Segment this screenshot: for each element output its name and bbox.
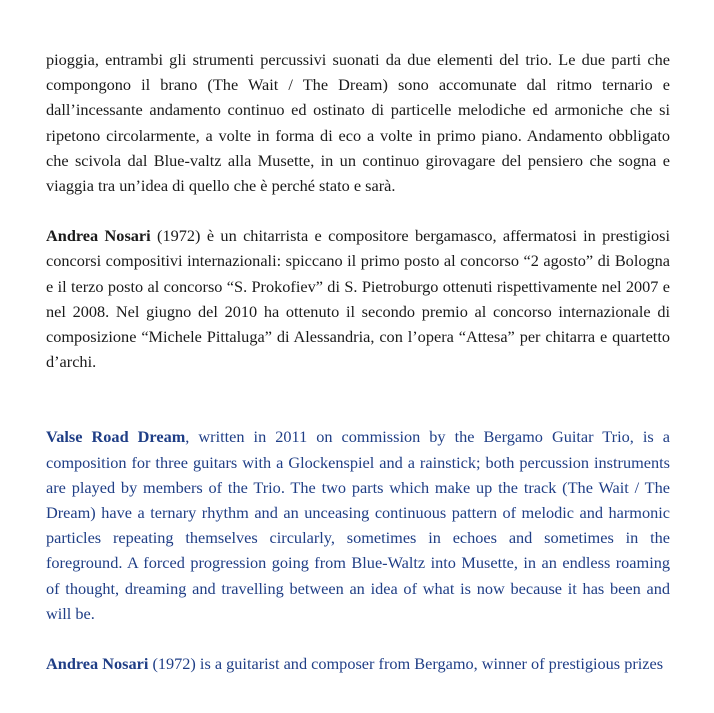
paragraph-spacer bbox=[46, 198, 670, 223]
composer-name-italian: Andrea Nosari bbox=[46, 226, 151, 246]
italian-description-text: pioggia, entrambi gli strumenti percussivi suonati da due elementi del trio. Le due parti che compongono il brano (The Wait / The Dream) sono accomunate dal ritmo ternario e dall’incessante andamento continuo ed ostinato di particelle melodiche ed armoniche che si ripetono circolarmente, a volte in forma di eco a volte in primo piano. Andamento obbligato che scivola dal Blue-valtz alla Musette, in un continuo girovagare del pensiero che sogna e viaggia tra un’idea di quello che è perché stato e sarà. bbox=[46, 50, 670, 196]
composer-name-english: Andrea Nosari bbox=[46, 654, 149, 674]
section-spacer bbox=[46, 374, 670, 424]
english-paragraph-description bbox=[46, 424, 670, 626]
english-description-text: , written in 2011 on commission by the Bergamo Guitar Trio, is a composition for three guitars with a Glockenspiel and a rainstick; both percussion instruments are played by members of the Trio. The two parts which make up the track (The Wait / The Dream) have a ternary rhythm and an unceasing continuous pattern of melodic and harmonic particles repeating themselves circularly, sometimes in echoes and sometimes in the foreground. A forced progression going from Blue-Waltz into Musette, in an endless roaming of thought, dreaming and travelling between an idea of what is now because it has been and will be. bbox=[46, 427, 670, 623]
italian-paragraph-biography bbox=[46, 223, 670, 374]
piece-title-english: Valse Road Dream bbox=[46, 427, 186, 447]
english-biography-text: (1972) is a guitarist and composer from Bergamo, winner of prestigious prizes bbox=[148, 654, 664, 674]
italian-biography-text: (1972) è un chitarrista e compositore bergamasco, affermatosi in prestigiosi concorsi compositivi internazionali: spiccano il primo posto al concorso “2 agosto” di Bologna e il terzo posto al concorso “S. Prokofiev” di S. Pietroburgo ottenuti rispettivamente nel 2007 e nel 2008. Nel giugno del 2010 ha ottenuto il secondo premio al concorso internazionale di composizione “Michele Pittaluga” di Alessandria, con l’opera “Attesa” per chitarra e quartetto d’archi. bbox=[46, 226, 670, 372]
document-page bbox=[46, 47, 670, 676]
paragraph-spacer bbox=[46, 626, 670, 651]
english-paragraph-biography bbox=[46, 651, 670, 676]
italian-paragraph-description bbox=[46, 47, 670, 198]
